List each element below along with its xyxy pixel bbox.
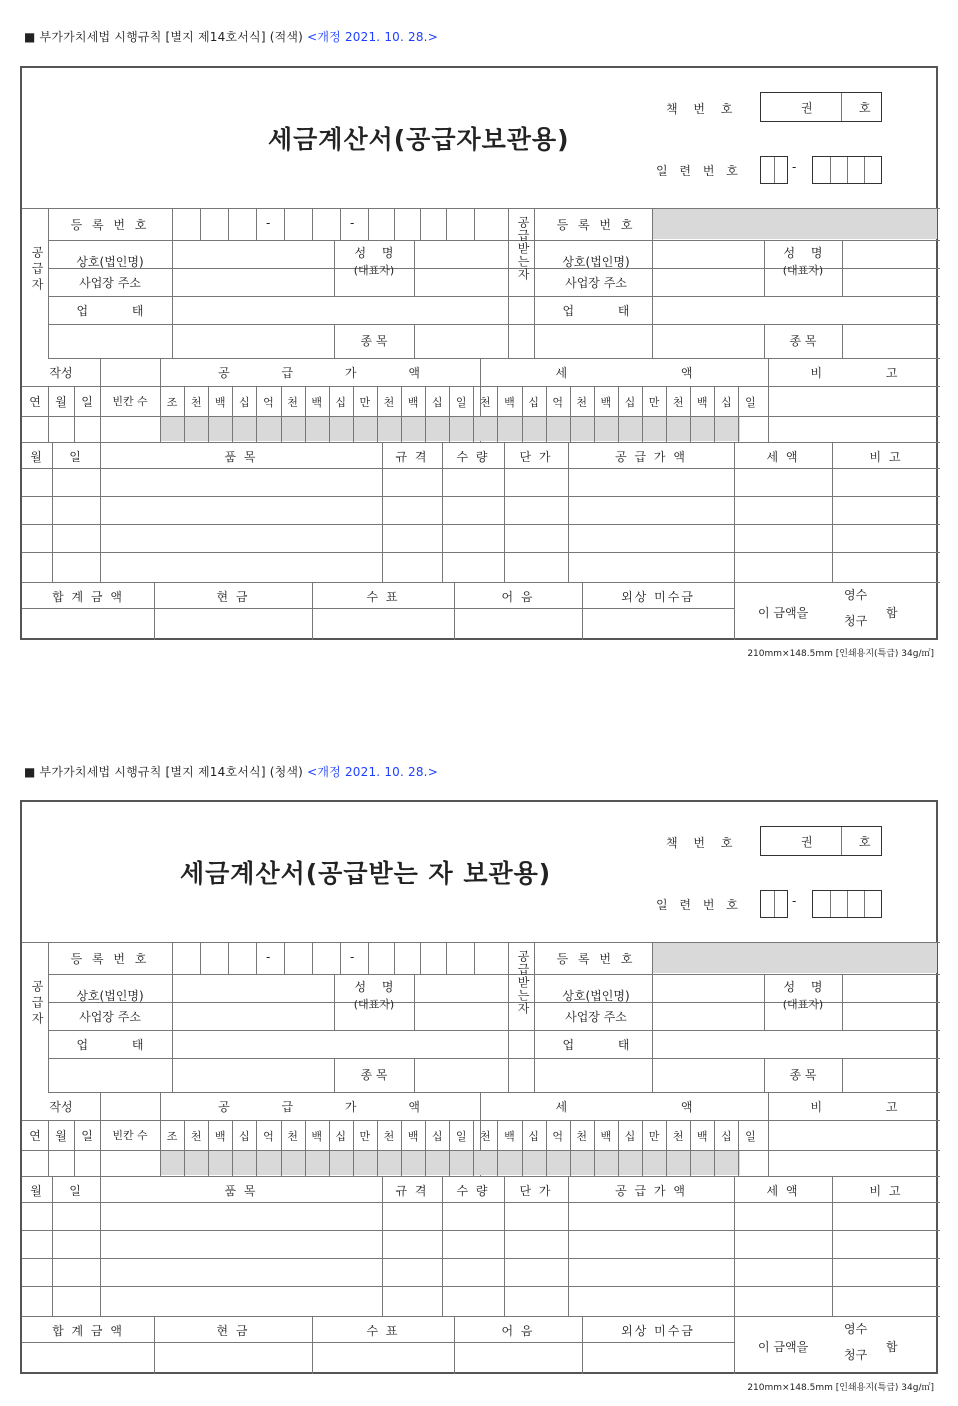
supplier-address-label: 사업장 주소: [79, 276, 141, 290]
item-col-qty-label: 수 량: [456, 1184, 490, 1198]
reg-dash: -: [266, 950, 271, 964]
supply-digit-label: 천: [383, 396, 395, 409]
recipient-company-label: 상호(법인명): [562, 989, 630, 1003]
grid-line: [446, 942, 447, 974]
grid-line: [864, 891, 865, 917]
grid-line: [312, 942, 313, 974]
supplier-vertical-label: 공급자: [30, 246, 44, 294]
supply-digit-label: 만: [359, 396, 371, 409]
supply-amount-header: 공 급 가 액: [218, 366, 422, 380]
supply-digit-label: 천: [190, 1130, 202, 1143]
grid-line: [474, 942, 475, 974]
grid-line: [340, 942, 341, 974]
supplier-reg-no-label: 등 록 번 호: [70, 218, 150, 232]
supply-digit-label: 천: [287, 1130, 298, 1143]
grid-line: [420, 942, 421, 974]
grid-line: [22, 1230, 940, 1231]
this-amount-label: 이 금액을: [758, 1340, 809, 1354]
recipient-reg-shaded: [653, 209, 937, 239]
serial-dash: -: [792, 894, 797, 908]
recipient-reg-shaded: [653, 943, 937, 973]
item-col-spec-label: 규 격: [395, 450, 429, 464]
supply-digit-label: 십: [239, 1130, 250, 1143]
grid-line: [734, 582, 735, 640]
revision-date: <개정 2021. 10. 28.>: [307, 765, 438, 779]
grid-line: [734, 1316, 735, 1374]
grid-line: [842, 240, 843, 296]
year-label: 연: [29, 395, 41, 409]
supply-digit-label: 억: [263, 1130, 274, 1143]
this-amount-label: 이 금액을: [758, 606, 809, 620]
grid-line: [830, 891, 831, 917]
form-title: 세금계산서(공급자보관용): [268, 125, 570, 154]
amount-digits-shaded: [161, 417, 740, 441]
grid-line: [48, 1058, 940, 1059]
day-label: 일: [81, 395, 93, 409]
grid-line: [48, 296, 940, 297]
total-col-cash-label: 현 금: [216, 1324, 250, 1338]
recipient-address-label: 사업장 주소: [565, 276, 627, 290]
item-col-unit-price-label: 단 가: [519, 450, 553, 464]
grid-line: [284, 208, 285, 240]
grid-line: [22, 468, 940, 469]
claim-option[interactable]: 청구: [844, 614, 868, 628]
grid-line: [842, 324, 843, 358]
ham-label: 함: [886, 1340, 898, 1354]
tax-digit-label: 백: [696, 396, 708, 409]
supply-digit-label: 십: [239, 396, 250, 409]
total-col-total-label: 합 계 금 액: [52, 590, 124, 604]
tax-digit-label: 십: [528, 1130, 539, 1143]
recipient-name-label: 성 명: [783, 246, 823, 260]
grid-line: [864, 157, 865, 183]
tax-digit-label: 만: [648, 1130, 660, 1143]
book-unit-ho: 호: [859, 835, 871, 849]
tax-digit-label: 천: [576, 1130, 588, 1143]
supply-amount-header: 공 급 가 액: [218, 1100, 422, 1114]
tax-digit-label: 백: [504, 396, 515, 409]
supplier-rep-label: (대표자): [353, 998, 395, 1011]
receipt-option[interactable]: 영수: [844, 1322, 868, 1336]
grid-line: [847, 157, 848, 183]
grid-line: [368, 942, 369, 974]
revision-date: <개정 2021. 10. 28.>: [307, 30, 438, 44]
grid-line: [841, 93, 842, 121]
form-frame: [20, 66, 938, 640]
serial-box-prefix[interactable]: [760, 890, 788, 918]
recipient-rep-label: (대표자): [782, 998, 824, 1011]
item-col-month-label: 월: [30, 450, 44, 464]
recipient-biz-item-label: 종 목: [789, 1068, 817, 1082]
item-col-remarks-label: 비 고: [869, 1184, 903, 1198]
supplier-company-label: 상호(법인명): [76, 989, 144, 1003]
book-unit-ho: 호: [859, 101, 871, 115]
item-col-tax-label: 세 액: [766, 1184, 800, 1198]
recipient-company-label: 상호(법인명): [562, 255, 630, 269]
supply-digit-label: 백: [214, 1130, 226, 1143]
tax-digit-label: 만: [648, 396, 660, 409]
tax-digit-label: 천: [672, 1130, 684, 1143]
total-col-cash-label: 현 금: [216, 590, 250, 604]
day-label: 일: [81, 1129, 93, 1143]
supply-digit-label: 백: [407, 396, 419, 409]
tax-digit-label: 백: [600, 1130, 612, 1143]
recipient-reg-no-label: 등 록 번 호: [556, 218, 636, 232]
date-written-label: 작성: [49, 366, 73, 380]
tax-digit-label: 백: [504, 1130, 515, 1143]
recipient-vertical-label: 공급받는자: [516, 950, 530, 1015]
supply-digit-label: 일: [455, 1130, 467, 1143]
book-number-box[interactable]: [760, 826, 882, 856]
grid-line: [414, 974, 415, 1030]
tax-invoice-supplier-copy: [20, 66, 940, 666]
supplier-reg-no-label: 등 록 번 호: [70, 952, 150, 966]
supplier-name-label: 성 명: [354, 980, 394, 994]
recipient-biz-type-label: 업 태: [562, 1038, 630, 1052]
grid-line: [414, 1058, 415, 1092]
reg-dash: -: [266, 216, 271, 230]
grid-line: [200, 208, 201, 240]
item-col-day-label: 일: [69, 1184, 83, 1198]
grid-line: [340, 208, 341, 240]
remarks-header: 비 고: [810, 1100, 898, 1114]
year-label: 연: [29, 1129, 41, 1143]
blank-count-label: 빈칸 수: [112, 1129, 148, 1142]
supply-digit-label: 백: [407, 1130, 419, 1143]
grid-line: [48, 240, 940, 241]
serial-box-number[interactable]: [812, 890, 882, 918]
book-number-box[interactable]: [760, 92, 882, 122]
supply-digit-label: 조: [166, 1130, 178, 1143]
grid-line: [446, 208, 447, 240]
grid-line: [312, 208, 313, 240]
supplier-biz-type-label: 업 태: [76, 304, 144, 318]
grid-line: [256, 208, 257, 240]
grid-line: [22, 524, 940, 525]
supply-digit-label: 억: [263, 396, 274, 409]
grid-line: [22, 442, 940, 443]
total-col-note-label: 어 음: [501, 590, 535, 604]
supplier-rep-label: (대표자): [353, 264, 395, 277]
supply-digit-label: 백: [311, 1130, 322, 1143]
remarks-header: 비 고: [810, 366, 898, 380]
grid-line: [22, 1286, 940, 1287]
grid-line: [200, 942, 201, 974]
grid-line: [22, 1176, 940, 1177]
item-col-unit-price-label: 단 가: [519, 1184, 553, 1198]
supply-digit-label: 십: [431, 396, 443, 409]
grid-line: [414, 324, 415, 358]
item-col-day-label: 일: [69, 450, 83, 464]
tax-digit-label: 천: [672, 396, 684, 409]
tax-digit-label: 천: [480, 1130, 491, 1143]
supplier-name-label: 성 명: [354, 246, 394, 260]
grid-line: [842, 1058, 843, 1092]
supply-digit-label: 일: [455, 396, 467, 409]
supply-digit-label: 천: [190, 396, 202, 409]
supply-digit-label: 천: [383, 1130, 395, 1143]
tax-invoice-recipient-copy: [20, 800, 940, 1400]
grid-line: [22, 1316, 940, 1317]
item-col-spec-label: 규 격: [395, 1184, 429, 1198]
supply-digit-label: 십: [431, 1130, 443, 1143]
grid-line: [774, 157, 775, 183]
total-col-note-label: 어 음: [501, 1324, 535, 1338]
supplier-company-label: 상호(법인명): [76, 255, 144, 269]
supplier-address-label: 사업장 주소: [79, 1010, 141, 1024]
grid-line: [842, 974, 843, 1030]
grid-line: [22, 1258, 940, 1259]
tax-digit-label: 십: [624, 396, 636, 409]
total-col-credit-label: 외상 미수금: [621, 590, 695, 604]
serial-dash: -: [792, 160, 797, 174]
grid-line: [830, 157, 831, 183]
grid-line: [774, 891, 775, 917]
item-col-supply-amount-label: 공 급 가 액: [615, 1184, 687, 1198]
grid-line: [847, 891, 848, 917]
reg-dash: -: [350, 950, 355, 964]
reg-dash: -: [350, 216, 355, 230]
total-col-credit-label: 외상 미수금: [621, 1324, 695, 1338]
month-label: 월: [55, 395, 67, 409]
recipient-biz-item-label: 종 목: [789, 334, 817, 348]
grid-line: [284, 942, 285, 974]
supplier-biz-item-label: 종 목: [360, 334, 388, 348]
supply-digit-label: 천: [287, 396, 298, 409]
grid-line: [474, 208, 475, 240]
grid-line: [394, 208, 395, 240]
grid-line: [508, 208, 509, 358]
tax-digit-label: 백: [600, 396, 612, 409]
item-col-month-label: 월: [30, 1184, 44, 1198]
supply-digit-label: 조: [166, 396, 178, 409]
tax-digit-label: 억: [552, 1130, 563, 1143]
grid-line: [22, 582, 940, 583]
serial-number-label: 일 련 번 호: [656, 164, 742, 178]
tax-digit-label: 십: [721, 396, 732, 409]
caption-text: ■ 부가가치세법 시행규칙 [별지 제14호서식] (적색): [24, 30, 304, 44]
amount-digits-shaded: [161, 1151, 740, 1175]
grid-line: [420, 208, 421, 240]
book-number-label: 책 번 호: [666, 836, 739, 850]
tax-amount-header: 세 액: [555, 1100, 693, 1114]
receipt-option[interactable]: 영수: [844, 588, 868, 602]
item-col-remarks-label: 비 고: [869, 450, 903, 464]
tax-digit-label: 천: [480, 396, 491, 409]
month-label: 월: [55, 1129, 67, 1143]
supply-digit-label: 백: [214, 396, 226, 409]
grid-line: [841, 827, 842, 855]
tax-digit-label: 십: [721, 1130, 732, 1143]
recipient-rep-label: (대표자): [782, 264, 824, 277]
grid-line: [228, 942, 229, 974]
book-unit-gwon: 권: [801, 101, 813, 115]
form-caption: [24, 28, 438, 45]
form-frame: [20, 800, 938, 1374]
grid-line: [256, 942, 257, 974]
grid-line: [22, 1342, 734, 1343]
recipient-name-label: 성 명: [783, 980, 823, 994]
tax-digit-label: 억: [552, 396, 563, 409]
item-col-item-label: 품 목: [224, 1184, 258, 1198]
supply-digit-label: 만: [359, 1130, 371, 1143]
grid-line: [48, 1030, 940, 1031]
ham-label: 함: [886, 606, 898, 620]
grid-line: [394, 942, 395, 974]
paper-spec-footnote: 210mm×148.5mm [인쇄용지(특급) 34g/㎡]: [747, 1383, 934, 1393]
grid-line: [414, 240, 415, 296]
grid-line: [172, 208, 173, 358]
tax-amount-header: 세 액: [555, 366, 693, 380]
tax-digit-label: 십: [528, 396, 539, 409]
tax-digit-label: 백: [696, 1130, 708, 1143]
serial-box-number[interactable]: [812, 156, 882, 184]
tax-digit-label: 천: [576, 396, 588, 409]
grid-line: [368, 208, 369, 240]
tax-digit-label: 일: [745, 1130, 756, 1143]
item-col-tax-label: 세 액: [766, 450, 800, 464]
grid-line: [22, 552, 940, 553]
grid-line: [228, 208, 229, 240]
item-col-supply-amount-label: 공 급 가 액: [615, 450, 687, 464]
total-col-check-label: 수 표: [366, 590, 400, 604]
tax-digit-label: 일: [745, 396, 756, 409]
recipient-biz-type-label: 업 태: [562, 304, 630, 318]
item-col-item-label: 품 목: [224, 450, 258, 464]
grid-line: [172, 942, 173, 1092]
form-caption: [24, 763, 438, 780]
serial-box-prefix[interactable]: [760, 156, 788, 184]
supplier-biz-type-label: 업 태: [76, 1038, 144, 1052]
recipient-vertical-label: 공급받는자: [516, 216, 530, 281]
claim-option[interactable]: 청구: [844, 1348, 868, 1362]
date-written-label: 작성: [49, 1100, 73, 1114]
grid-line: [22, 1202, 940, 1203]
supplier-vertical-label: 공급자: [30, 980, 44, 1028]
supply-digit-label: 십: [335, 396, 347, 409]
book-unit-gwon: 권: [801, 835, 813, 849]
supply-digit-label: 백: [311, 396, 322, 409]
recipient-reg-no-label: 등 록 번 호: [556, 952, 636, 966]
grid-line: [22, 496, 940, 497]
blank-count-label: 빈칸 수: [112, 395, 148, 408]
total-col-check-label: 수 표: [366, 1324, 400, 1338]
grid-line: [48, 974, 940, 975]
grid-line: [48, 1092, 940, 1093]
supply-digit-label: 십: [335, 1130, 347, 1143]
grid-line: [48, 324, 940, 325]
grid-line: [508, 942, 509, 1092]
serial-number-label: 일 련 번 호: [656, 898, 742, 912]
form-title: 세금계산서(공급받는 자 보관용): [180, 859, 552, 888]
tax-digit-label: 십: [624, 1130, 636, 1143]
total-col-total-label: 합 계 금 액: [52, 1324, 124, 1338]
grid-line: [22, 608, 734, 609]
caption-text: ■ 부가가치세법 시행규칙 [별지 제14호서식] (청색): [24, 765, 304, 779]
supplier-biz-item-label: 종 목: [360, 1068, 388, 1082]
recipient-address-label: 사업장 주소: [565, 1010, 627, 1024]
grid-line: [48, 358, 940, 359]
paper-spec-footnote: 210mm×148.5mm [인쇄용지(특급) 34g/㎡]: [747, 649, 934, 659]
item-col-qty-label: 수 량: [456, 450, 490, 464]
book-number-label: 책 번 호: [666, 102, 739, 116]
